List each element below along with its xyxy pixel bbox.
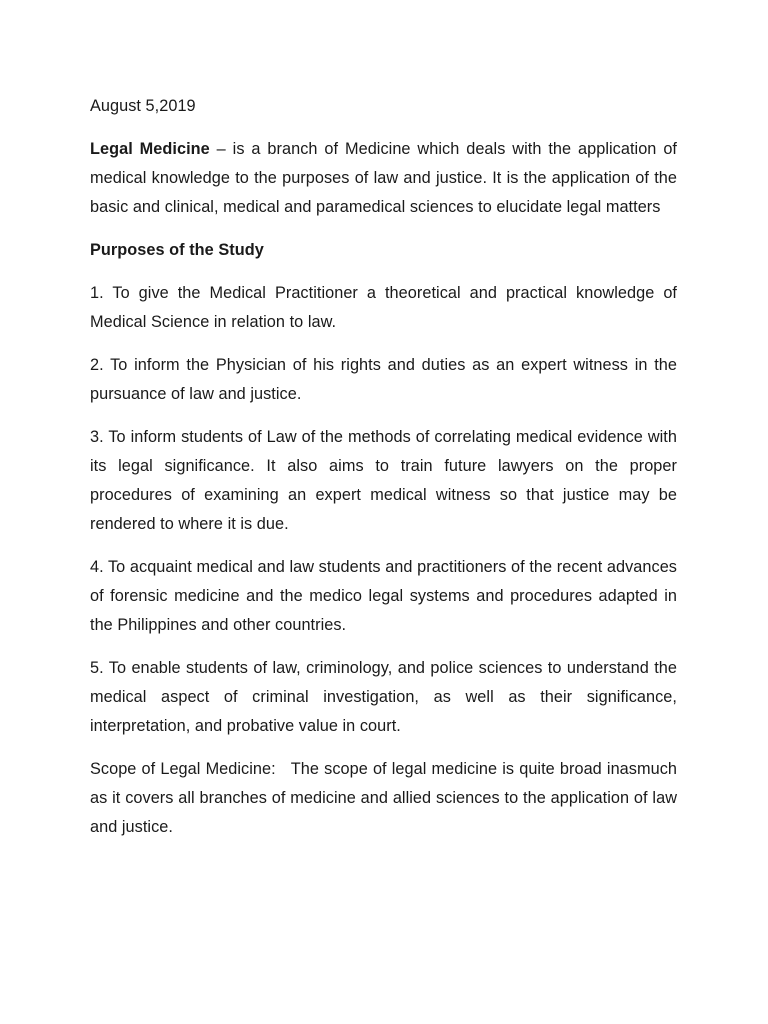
document-page	[90, 92, 682, 856]
document-date: August 5,2019	[90, 97, 196, 115]
definition-term: Legal Medicine	[90, 140, 210, 158]
purpose-item-3: 3. To inform students of Law of the methods of correlating medical evidence with its legal significance. It also aims to train future lawyers on the proper procedures of examining an expert medical witness so that justice may be rendered to where it is due.	[90, 428, 677, 533]
purposes-heading: Purposes of the Study	[90, 241, 264, 259]
purpose-item-2: 2. To inform the Physician of his rights and duties as an expert witness in the pursuance of law and justice.	[90, 356, 677, 403]
scope-paragraph: Scope of Legal Medicine: The scope of legal medicine is quite broad inasmuch as it covers all branches of medicine and allied sciences to the application of law and justice.	[90, 760, 682, 836]
purpose-item-4: 4. To acquaint medical and law students and practitioners of the recent advances of forensic medicine and the medico legal systems and procedures adapted in the Philippines and other countries.	[90, 558, 677, 634]
definition-paragraph	[90, 135, 677, 222]
definition-text: – is a branch of Medicine which deals with the application of medical knowledge to the purposes of law and justice. It is the application of the basic and clinical, medical and paramedical sciences to elucidate legal matters	[90, 140, 677, 216]
purpose-item-5: 5. To enable students of law, criminology, and police sciences to understand the medical aspect of criminal investigation, as well as their significance, interpretation, and probative value in court.	[90, 659, 677, 735]
purpose-item-1: 1. To give the Medical Practitioner a theoretical and practical knowledge of Medical Science in relation to law.	[90, 284, 677, 331]
